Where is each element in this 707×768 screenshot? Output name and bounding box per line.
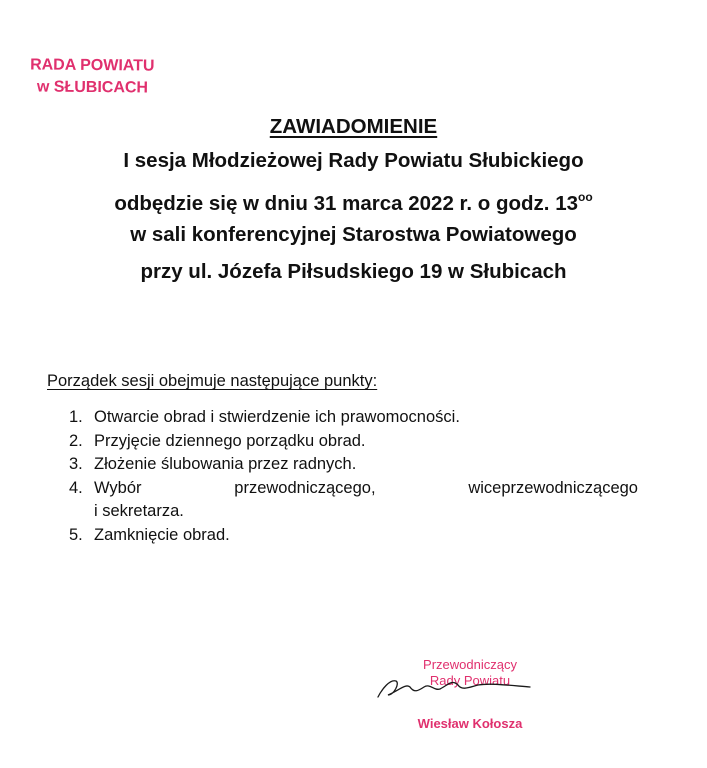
agenda-item: 4. Wybór przewodniczącego, wiceprzewodniczącego — [69, 478, 638, 497]
signatory-name: Wiesław Kołosza — [417, 716, 523, 731]
handwritten-signature — [374, 669, 534, 703]
notice-line-3: w sali konferencyjnej Starostwa Powiatowego — [130, 223, 577, 246]
notice-line-1: I sesja Młodzieżowej Rady Powiatu Słubickiego — [123, 149, 584, 172]
agenda-item: 3. Złożenie ślubowania przez radnych. — [69, 455, 357, 473]
agenda-item: 5. Zamknięcie obrad. — [69, 525, 230, 544]
time-superscript: oo — [578, 190, 593, 204]
stamp-line-2: w SŁUBICACH — [36, 78, 149, 97]
notice-heading — [0, 112, 707, 290]
agenda-item: 2. Przyjęcie dziennego porządku obrad. — [69, 431, 366, 450]
agenda-intro: Porządek sesji obejmuje następujące punkty: — [47, 372, 378, 390]
agenda-item: 1. Otwarcie obrad i stwierdzenie ich prawomocności. — [69, 408, 460, 426]
notice-line-4: przy ul. Józefa Piłsudskiego 19 w Słubicach — [140, 260, 567, 283]
agenda-section — [47, 372, 647, 547]
stamp-line-1: RADA POWIATU — [30, 56, 155, 75]
notice-title: ZAWIADOMIENIE — [269, 115, 438, 138]
agenda-list — [47, 406, 647, 547]
council-stamp — [30, 54, 155, 99]
signature-block — [400, 657, 540, 731]
agenda-item-continuation: i sekretarza. — [94, 502, 184, 520]
notice-line-2: odbędzie się w dniu 31 marca 2022 r. o godz. $13^{oo}$ — [114, 190, 593, 215]
signature-title-2: Rady Powiatu — [429, 673, 511, 688]
signature-title-1: Przewodniczący — [423, 657, 517, 672]
